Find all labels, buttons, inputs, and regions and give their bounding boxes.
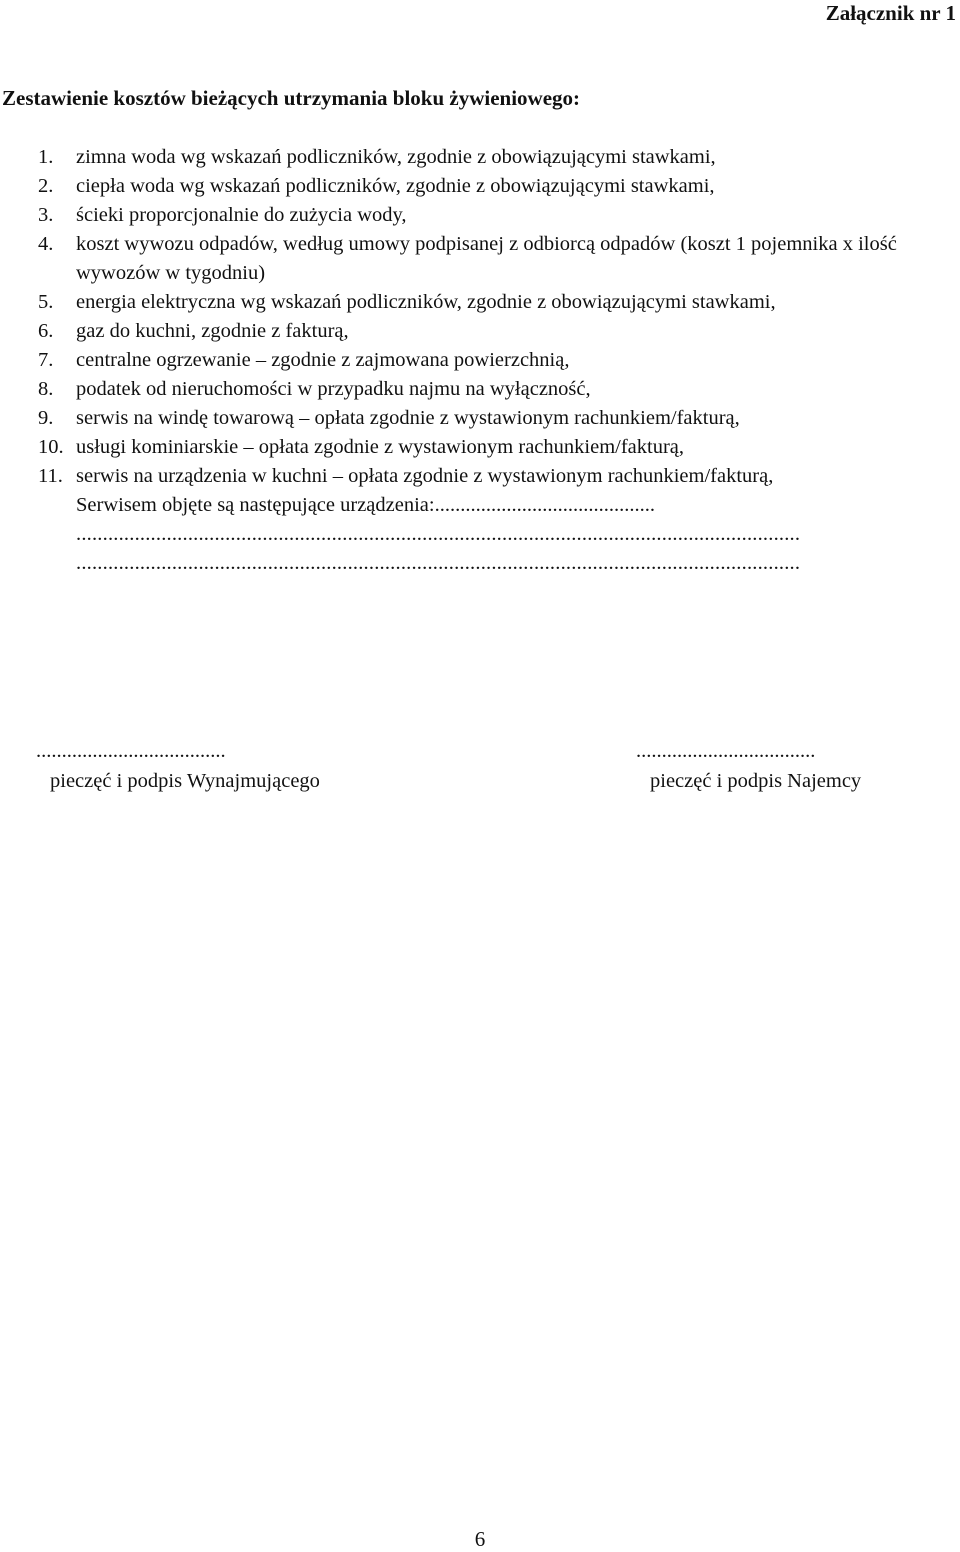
cost-item-number: 10.: [38, 436, 64, 458]
cost-item-2: [38, 172, 953, 201]
cost-item-text: ścieki proporcjonalnie do zużycia wody,: [76, 204, 407, 226]
landlord-signature-block: [36, 736, 406, 796]
cost-item-text: usługi kominiarskie – opłata zgodnie z wystawionym rachunkiem/fakturą,: [76, 436, 685, 458]
cost-item-4: [38, 230, 953, 288]
cost-item-text: serwis na urządzenia w kuchni – opłata zgodnie z wystawionym rachunkiem/fakturą,: [76, 465, 774, 487]
cost-item-6: [38, 317, 953, 346]
cost-item-number: 6.: [38, 320, 54, 342]
cost-item-7: [38, 346, 953, 375]
cost-item-8: [38, 375, 953, 404]
devices-line: [76, 491, 953, 520]
devices-blank-line-1: ........................................................................................................................................: [76, 523, 801, 545]
cost-item-number: 3.: [38, 204, 54, 226]
cost-item-text: energia elektryczna wg wskazań podliczników, zgodnie z obowiązującymi stawkami,: [76, 291, 776, 313]
cost-item-text: centralne ogrzewanie – zgodnie z zajmowana powierzchnią,: [76, 349, 570, 371]
cost-item-number: 5.: [38, 291, 54, 313]
cost-item-number: 9.: [38, 407, 54, 429]
cost-item-text: zimna woda wg wskazań podliczników, zgodnie z obowiązującymi stawkami,: [76, 146, 716, 168]
cost-item-10: [38, 433, 953, 462]
cost-item-number: 1.: [38, 146, 54, 168]
landlord-signature-line: .....................................: [36, 740, 226, 762]
cost-item-text: koszt wywozu odpadów, według umowy podpisanej z odbiorcą odpadów (koszt 1 pojemnika x ilość wywozów w tygodniu): [76, 233, 897, 284]
cost-item-1: [38, 143, 953, 172]
cost-item-9: [38, 404, 953, 433]
page-number: 6: [474, 1527, 486, 1551]
cost-item-3: [38, 201, 953, 230]
cost-item-text: gaz do kuchni, zgodnie z fakturą,: [76, 320, 349, 342]
cost-item-text: podatek od nieruchomości w przypadku najmu na wyłączność,: [76, 378, 591, 400]
cost-item-number: 4.: [38, 233, 54, 255]
attachment-label: Załącznik nr 1: [825, 1, 956, 25]
tenant-signature-line: ...................................: [636, 740, 816, 762]
cost-item-5: [38, 288, 953, 317]
landlord-signature-label: pieczęć i podpis Wynajmującego: [50, 770, 320, 792]
tenant-signature-label: pieczęć i podpis Najemcy: [650, 770, 862, 792]
cost-item-number: 2.: [38, 175, 54, 197]
document-heading: Zestawienie kosztów bieżących utrzymania bloku żywieniowego:: [2, 86, 581, 110]
cost-item-number: 7.: [38, 349, 54, 371]
cost-item-number: 11.: [38, 465, 63, 487]
cost-item-number: 8.: [38, 378, 54, 400]
tenant-signature-block: [636, 736, 926, 796]
cost-list: [38, 143, 953, 578]
devices-blank-line-2: ........................................................................................................................................: [76, 552, 801, 574]
devices-label: Serwisem objęte są następujące urządzenia:: [76, 494, 435, 516]
cost-item-text: serwis na windę towarową – opłata zgodnie z wystawionym rachunkiem/fakturą,: [76, 407, 740, 429]
cost-item-11: [38, 462, 953, 578]
cost-item-text: ciepła woda wg wskazań podliczników, zgodnie z obowiązującymi stawkami,: [76, 175, 715, 197]
devices-fill-dots: ...........................................: [434, 494, 655, 516]
